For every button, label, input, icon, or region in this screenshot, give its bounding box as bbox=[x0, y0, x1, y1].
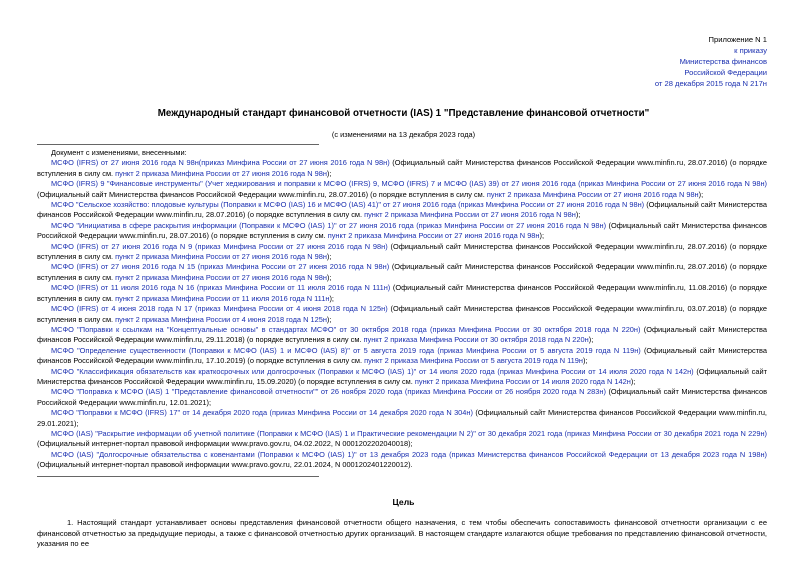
amendment-entry-link[interactable]: пункт 2 приказа Минфина России от 30 октября 2018 года N 220н bbox=[363, 335, 589, 345]
amendment-entry-link[interactable]: пункт 2 приказа Минфина России от 5 августа 2019 года N 119н bbox=[364, 356, 583, 366]
amendment-link[interactable]: МСФО "Определение существенности (Поправки к МСФО (IAS) 1 и МСФО (IAS) 8)" от 5 августа 2019 года bbox=[51, 345, 435, 355]
amendment-item bbox=[37, 429, 767, 450]
divider-top bbox=[37, 144, 319, 145]
amendment-order-link[interactable]: (приказ Минфина России от 4 июня 2018 года N 125н) bbox=[192, 304, 388, 314]
amendment-end: ); bbox=[326, 168, 332, 178]
amendment-item bbox=[37, 346, 767, 367]
amendment-item bbox=[37, 200, 767, 221]
amendment-source: (Официальный сайт Министерства финансов Российской Федерации www.minfin.ru, 28.07.2016) (о порядке вступления в силу см. bbox=[37, 241, 767, 262]
amendment-link[interactable]: МСФО (IFRS) от 11 июля 2016 года N 16 bbox=[51, 283, 195, 293]
amendment-entry-link[interactable]: пункт 2 приказа Минфина России от 27 июня 2016 года N 98н bbox=[115, 168, 327, 178]
amendment-item bbox=[37, 450, 767, 471]
paragraph-1: 1. Настоящий стандарт устанавливает основы представления финансовой отчетности общего назначения, с тем чтобы обеспечить сопоставимость финансовой отчетности организации с ее финансовой отчетностью за предыдущие периоды, а также с финансовой отчетностью других организаций. В настоящем стандарте излагаются общие требования по представлению финансовой отчетности, указания по ее bbox=[37, 518, 767, 549]
amendment-source: (Официальный сайт Министерства финансов Российской Федерации www.minfin.ru, 28.07.2016) (о порядке вступления в силу см. bbox=[37, 189, 487, 199]
appendix-line: Министерства финансов bbox=[679, 57, 767, 66]
amendment-end: ); bbox=[630, 376, 636, 386]
amendment-source: (Официальный сайт Министерства финансов Российской Федерации www.minfin.ru, 29.01.2021); bbox=[37, 408, 767, 428]
amendment-link[interactable]: МСФО (IFRS) от 27 июня 2016 года N 15 bbox=[51, 262, 196, 272]
amendment-source: (Официальный интернет-портал правовой информации www.pravo.gov.ru, 22.01.2024, N 0001202401220012). bbox=[37, 460, 413, 470]
amendment-link[interactable]: МСФО (IAS) "Долгосрочные обязательства с ковенантами (Поправки к МСФО (IAS) 1)" от 13 декабря 2023 года bbox=[51, 449, 447, 459]
amendment-entry-link[interactable]: пункт 2 приказа Минфина России от 27 июня 2016 года N 98н bbox=[364, 210, 576, 220]
amendment-order-link[interactable]: (приказ Минфина России от 27 июня 2016 года N 98н) bbox=[456, 200, 645, 210]
amendment-item bbox=[37, 408, 767, 429]
amendment-item bbox=[37, 158, 767, 179]
amendment-item bbox=[37, 221, 767, 242]
amendment-link[interactable]: МСФО "Классификация обязательств как краткосрочных или долгосрочных (Поправки к МСФО (IAS) 1)" от 14 июля 2020 года bbox=[51, 366, 495, 376]
amendment-link[interactable]: МСФО "Инициатива в сфере раскрытия информации (Поправки к МСФО (IAS) 1)" от 27 июня 2016 года bbox=[51, 220, 414, 230]
amendment-link[interactable]: МСФО (IFRS) от 27 июня 2016 года N 98н bbox=[51, 158, 199, 168]
amendments-list bbox=[37, 148, 767, 471]
appendix-order-link[interactable] bbox=[655, 45, 767, 89]
amendment-order-link[interactable]: (приказ Минфина России от 27 июня 2016 года N 98н) bbox=[413, 220, 607, 230]
amendment-source: (Официальный сайт Министерства финансов Российской Федерации www.minfin.ru, 28.07.2016) (о порядке вступления в силу см. bbox=[37, 200, 767, 220]
amendment-source: (Официальный сайт Министерства финансов Российской Федерации www.minfin.ru, 29.11.2018) (о порядке вступления в силу см. bbox=[37, 324, 767, 345]
amendment-order-link[interactable]: (приказ Минфина России от 27 июня 2016 года N 98н) bbox=[195, 262, 390, 272]
amendment-link[interactable]: МСФО (IAS) "Раскрытие информации об учетной политике (Поправки к МСФО (IAS) 1 и Практические рекомендации N 2)" от 30 декабря 2021 года bbox=[51, 428, 563, 438]
amendment-entry-link[interactable]: пункт 2 приказа Минфина России от 27 июня 2016 года N 98н bbox=[486, 189, 699, 199]
amendment-source: (Официальный интернет-портал правовой информации www.pravo.gov.ru, 04.02.2022, N 0001202202040018); bbox=[37, 439, 413, 449]
amendment-order-link[interactable]: (приказ Минфина России от 30 декабря 2021 года N 229н) bbox=[562, 428, 768, 438]
amendment-end: ); bbox=[326, 272, 332, 282]
appendix-line: от 28 декабря 2015 года N 217н bbox=[654, 79, 767, 88]
amendment-end: ); bbox=[326, 314, 332, 324]
appendix-block bbox=[655, 34, 767, 89]
amendment-order-link[interactable]: (приказ Минфина России от 14 декабря 2020 года N 304н) bbox=[267, 408, 473, 418]
amendment-end: ); bbox=[588, 335, 594, 345]
amendment-item bbox=[37, 325, 767, 346]
amendment-order-link[interactable]: (приказ Минфина России от 14 июля 2020 года N 142н) bbox=[494, 366, 694, 376]
amendment-link[interactable]: МСФО (IFRS) от 27 июня 2016 года N 9 bbox=[51, 241, 193, 251]
amendment-source: (Официальный сайт Министерства финансов Российской Федерации www.minfin.ru, 28.07.2016) (о порядке вступления в силу см. bbox=[37, 158, 767, 178]
amendment-order-link[interactable]: (приказ Минфина России от 30 октября 2018 года N 220н) bbox=[426, 324, 641, 334]
appendix-number: Приложение N 1 bbox=[708, 35, 767, 44]
amendment-order-link[interactable]: (приказ Минфина России от 27 июня 2016 года N 98н) bbox=[192, 241, 388, 251]
amendment-order-link[interactable]: (приказ Министерства финансов Российской Федерации от 13 декабря 2023 года N 198н) bbox=[446, 449, 767, 459]
amendment-order-link[interactable]: (приказ Минфина России от 5 августа 2019 года N 119н) bbox=[434, 345, 641, 355]
amendments-header: Документ с изменениями, внесенными: bbox=[51, 148, 187, 157]
amendment-link[interactable]: МСФО (IFRS) 9 "Финансовые инструменты" (Учет хеджирования и поправки к МСФО (IFRS) 9, МСФО (IFRS) 7 и МСФО (IAS) 39) от 27 июня 2016 года bbox=[51, 179, 576, 189]
amendment-entry-link[interactable]: пункт 2 приказа Минфина России от 14 июля 2020 года N 142н bbox=[414, 376, 631, 386]
appendix-line: к приказу bbox=[734, 46, 767, 55]
amendment-end: ); bbox=[698, 189, 704, 199]
amendment-item bbox=[37, 387, 767, 408]
amendment-end: ); bbox=[326, 252, 332, 262]
amendment-order-link[interactable]: (приказ Минфина России от 26 ноября 2020 года N 283н) bbox=[402, 387, 606, 397]
amendment-link[interactable]: МСФО "Поправки к МСФО (IFRS) 17" от 14 декабря 2020 года bbox=[51, 408, 268, 418]
amendment-source: (Официальный сайт Министерства финансов Российской Федерации www.minfin.ru, 28.07.2016) (о порядке вступления в силу см. bbox=[37, 262, 767, 282]
amendment-item bbox=[37, 179, 767, 200]
amendment-item bbox=[37, 283, 767, 304]
amendment-link[interactable]: МСФО "Поправки к ссылкам на "Концептуальные основы" в стандартах МСФО" от 30 октября 2018 года bbox=[51, 324, 427, 334]
amendment-source: (Официальный сайт Министерства финансов Российской Федерации www.minfin.ru, 17.10.2019) (о порядке вступления в силу см. bbox=[37, 345, 767, 366]
amendment-source: (Официальный сайт Министерства финансов Российской Федерации www.minfin.ru, 03.07.2018) (о порядке вступления в силу см. bbox=[37, 304, 767, 324]
amendment-item bbox=[37, 242, 767, 263]
document-subtitle: (с изменениями на 13 декабря 2023 года) bbox=[331, 130, 476, 139]
amendment-end: ); bbox=[575, 210, 581, 220]
amendment-entry-link[interactable]: пункт 2 приказа Минфина России от 27 июня 2016 года N 98н bbox=[327, 231, 540, 241]
amendment-source: (Официальный сайт Министерства финансов Российской Федерации www.minfin.ru, 12.01.2021); bbox=[37, 387, 767, 407]
amendment-entry-link[interactable]: пункт 2 приказа Минфина России от 11 июля 2016 года N 111н bbox=[115, 293, 330, 303]
amendment-order-link[interactable]: (приказ Минфина России от 11 июля 2016 года N 111н) bbox=[194, 283, 391, 293]
amendment-link[interactable]: МСФО (IFRS) от 4 июня 2018 года N 17 bbox=[51, 304, 193, 314]
amendment-link[interactable]: МСФО "Поправка к МСФО (IAS) 1 "Представление финансовой отчетности"" от 26 ноября 2020 года bbox=[51, 387, 403, 397]
amendment-order-link[interactable]: (приказ Минфина России от 27 июня 2016 года N 98н) bbox=[575, 179, 768, 189]
amendment-entry-link[interactable]: пункт 2 приказа Минфина России от 27 июня 2016 года N 98н bbox=[115, 252, 327, 262]
amendment-end: ); bbox=[539, 231, 545, 241]
amendment-item bbox=[37, 262, 767, 283]
document-title: Международный стандарт финансовой отчетности (IAS) 1 "Представление финансовой отчетности" bbox=[157, 108, 650, 119]
amendment-end: ); bbox=[583, 356, 588, 366]
amendment-source: (Официальный сайт Министерства финансов Российской Федерации www.minfin.ru, 15.09.2020) (о порядке вступления в силу см. bbox=[37, 366, 767, 386]
amendment-end: ); bbox=[329, 293, 334, 303]
amendment-item bbox=[37, 304, 767, 325]
amendment-link[interactable]: МСФО "Сельское хозяйство: плодовые культуры (Поправки к МСФО (IAS) 16 и МСФО (IAS) 41)" от 27 июня 2016 года bbox=[51, 200, 457, 210]
appendix-line: Российской Федерации bbox=[684, 68, 767, 77]
amendment-source: (Официальный сайт Министерства финансов Российской Федерации www.minfin.ru, 11.08.2016) (о порядке вступления в силу см. bbox=[37, 283, 768, 303]
amendment-entry-link[interactable]: пункт 2 приказа Минфина России от 4 июня 2018 года N 125н bbox=[115, 314, 327, 324]
divider-bottom bbox=[37, 476, 319, 477]
amendment-entry-link[interactable]: пункт 2 приказа Минфина России от 27 июня 2016 года N 98н bbox=[115, 272, 327, 282]
section-heading: Цель bbox=[392, 497, 415, 507]
amendment-order-link[interactable]: (приказ Минфина России от 27 июня 2016 года N 98н) bbox=[198, 158, 390, 168]
amendment-source: (Официальный сайт Министерства финансов Российской Федерации www.minfin.ru, 28.07.2016) (о порядке вступления в силу см. bbox=[37, 220, 767, 241]
amendment-item bbox=[37, 367, 767, 388]
